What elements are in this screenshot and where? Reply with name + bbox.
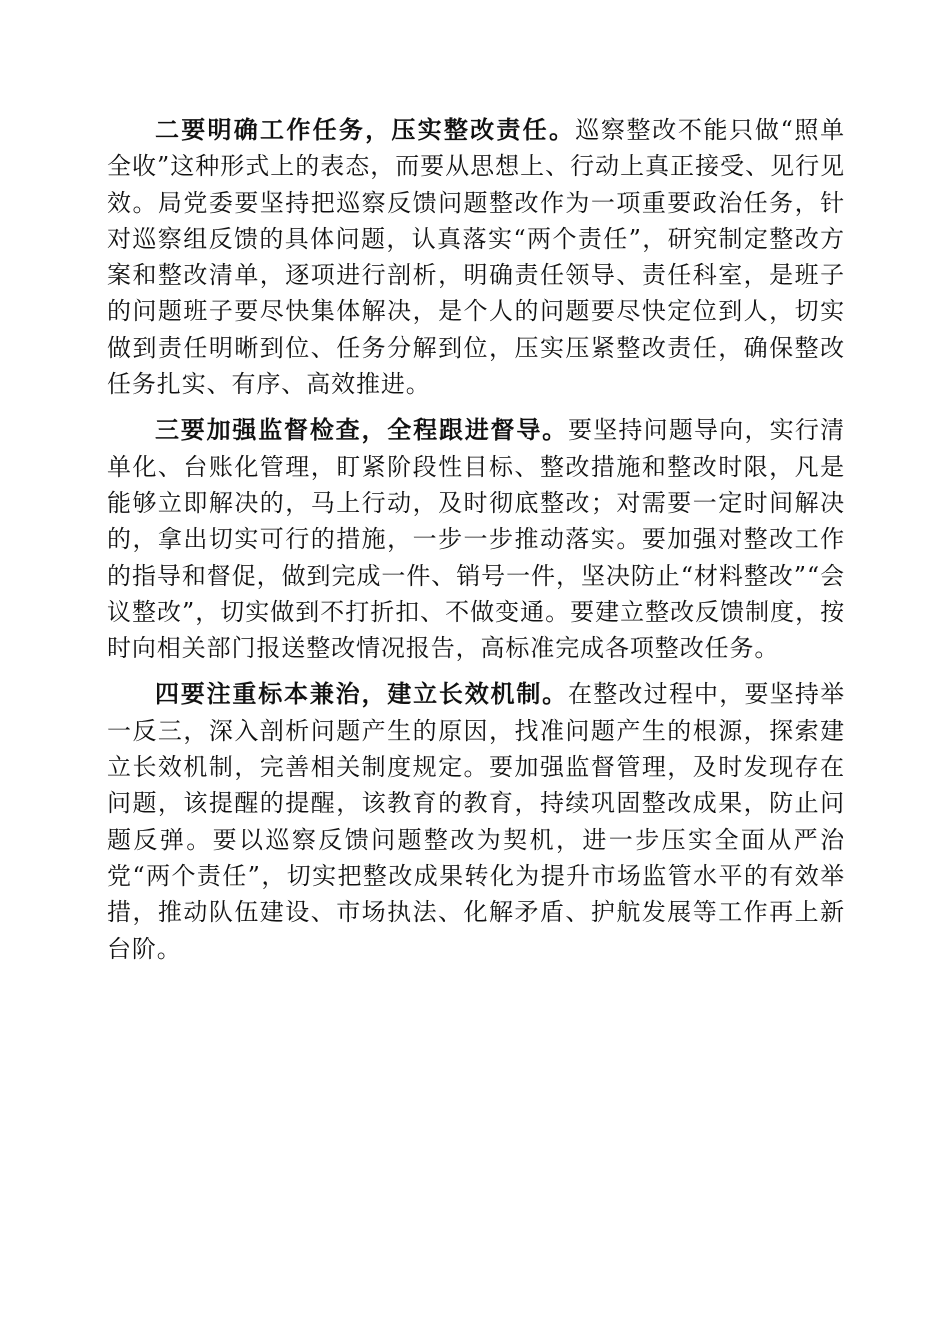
paragraph-text: 在整改过程中，要坚持举一反三，深入剖析问题产生的原因，找准问题产生的根源，探索建立长效机制，完善相关制度规定。要加强监督管理，及时发现存在问题，该提醒的提醒，该教育的教育，持续巩固整改成果，防止问题反弹。要以巡察反馈问题整改为契机，进一步压实全面从严治党“两个责任”，切实把整改成果转化为提升市场监管水平的有效举措，推动队伍建设、市场执法、化解矛盾、护航发展等工作再上新台阶。	[107, 680, 845, 963]
paragraph-lead: 四要注重标本兼治，建立长效机制。	[155, 680, 568, 709]
paragraph-lead: 二要明确工作任务，压实整改责任。	[155, 116, 576, 144]
paragraph-text: 要坚持问题导向，实行清单化、台账化管理，盯紧阶段性目标、整改措施和整改时限，凡是能够立即解决的，马上行动，及时彻底整改；对需要一定时间解决的，拿出切实可行的措施，一步一步推动落实。要加强对整改工作的指导和督促，做到完成一件、销号一件，坚决防止“材料整改”“会议整改”，切实做到不打折扣、不做变通。要建立整改反馈制度，按时向相关部门报送整改情况报告，高标准完成各项整改任务。	[107, 416, 845, 663]
paragraph-responsibility	[107, 112, 845, 402]
document-body	[107, 112, 845, 977]
paragraph-lead: 三要加强监督检查，全程跟进督导。	[155, 416, 568, 445]
paragraph-text: 巡察整改不能只做“照单全收”这种形式上的表态，而要从思想上、行动上真正接受、见行见效。局党委要坚持把巡察反馈问题整改作为一项重要政治任务，针对巡察组反馈的具体问题，认真落实“两个责任”，研究制定整改方案和整改清单，逐项进行剖析，明确责任领导、责任科室，是班子的问题班子要尽快集体解决，是个人的问题要尽快定位到人，切实做到责任明晰到位、任务分解到位，压实压紧整改责任，确保整改任务扎实、有序、高效推进。	[107, 116, 845, 399]
paragraph-supervision	[107, 412, 845, 666]
paragraph-mechanism	[107, 676, 845, 966]
